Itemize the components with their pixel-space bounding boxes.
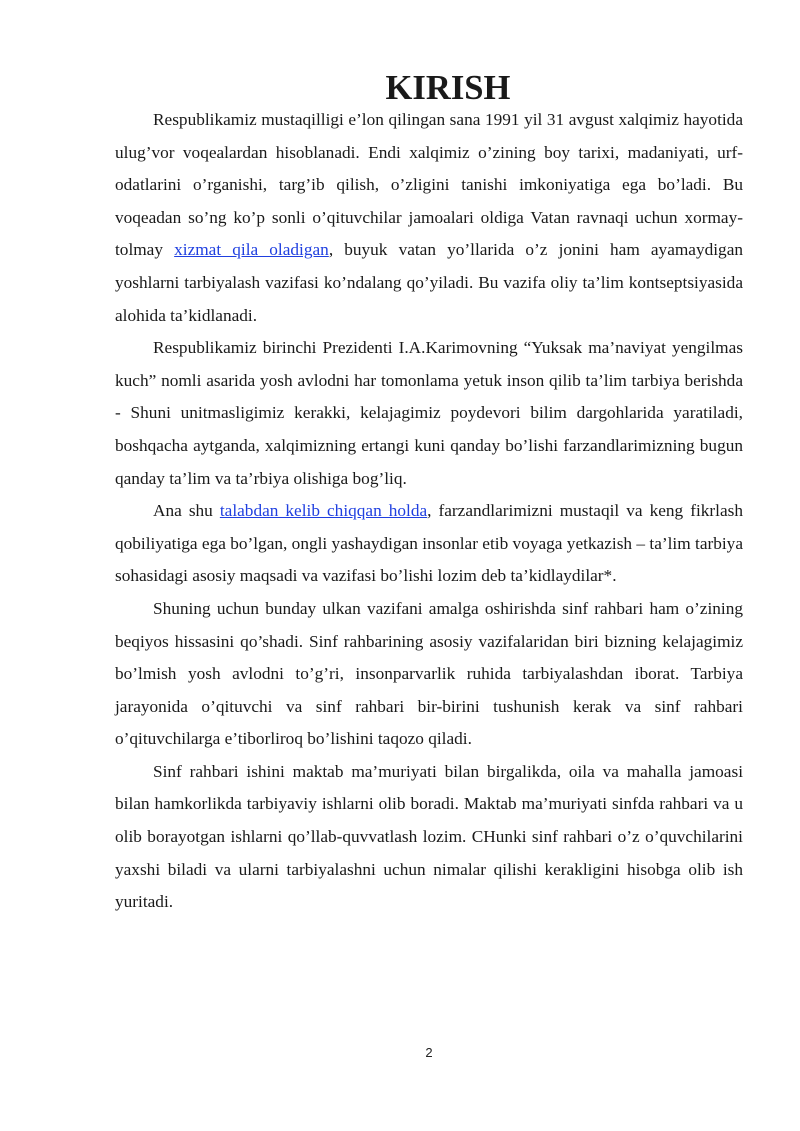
paragraph-1: [115, 104, 743, 332]
paragraph-1-text-after: , buyuk vatan yo’llarida o’z jonini ham ayamaydigan yoshlarni tarbiyalash vazifasi ko’ndalang qo’yiladi. Bu vazifa oliy ta’lim kontseptsiyasida alohida ta’kidlanadi.: [115, 240, 744, 325]
paragraph-3-text-before: Ana shu: [153, 501, 220, 521]
document-page: [115, 69, 744, 919]
page-number: 2: [425, 1045, 433, 1060]
section-heading: KIRISH: [385, 69, 511, 107]
link-talabdan-kelib-chiqqan-holda[interactable]: talabdan kelib chiqqan holda: [219, 501, 428, 521]
paragraph-1-text-before: Respublikamiz mustaqilligi e’lon qilingan sana 1991 yil 31 avgust xalqimiz hayotida ulug’vor voqealardan hisoblanadi. Endi xalqimiz o’zining boy tarixi, madaniyati, urf-odatlarini o’rganishi, targ’ib qilish, o’zligini tanishi imkoniyatiga ega bo’ladi. Bu voqeadan so’ng ko’p sonli o’qituvchilar jamoalari oldiga Vatan ravnaqi uchun xormay-tolmay: [115, 110, 743, 260]
paragraph-3-text-after: , farzandlarimizni mustaqil va keng fikrlash qobiliyatiga ega bo’lgan, ongli yashaydigan insonlar etib voyaga yetkazish – ta’lim tarbiya sohasidagi asosiy maqsadi va vazifasi bo’lishi lozim deb ta’kidlaydilar*.: [115, 501, 743, 586]
paragraph-4: Shuning uchun bunday ulkan vazifani amalga oshirishda sinf rahbari ham o’zining beqiyos hissasini qo’shadi. Sinf rahbarining asosiy vazifalaridan biri bizning kelajagimiz bo’lmish yosh avlodni to’g’ri, insonparvarlik ruhida tarbiyalashdan iborat. Tarbiya jarayonida o’qituvchi va sinf rahbari bir-birini tushunish kerak va sinf rahbari o’qituvchilarga e’tiborliroq bo’lishini taqozo qiladi.: [115, 598, 743, 749]
paragraph-3: [115, 495, 743, 593]
paragraph-5: Sinf rahbari ishini maktab ma’muriyati bilan birgalikda, oila va mahalla jamoasi bilan hamkorlikda tarbiyaviy ishlarni olib boradi. Maktab ma’muriyati sinfda rahbari va u olib borayotgan ishlarni qo’llab-quvvatlash lozim. CHunki sinf rahbari o’z o’quvchilarini yaxshi biladi va ularni tarbiyalashni uchun nimalar qilishi kerakligini hisobga olib ish yuritadi.: [115, 761, 743, 912]
link-xizmat-qila-oladigan[interactable]: xizmat qila oladigan: [174, 240, 329, 260]
paragraph-2: Respublikamiz birinchi Prezidenti I.A.Karimovning “Yuksak ma’naviyat yengilmas kuch” nomli asarida yosh avlodni har tomonlama yetuk inson qilib ta’lim tarbiya berishda - Shuni unitmasligimiz kerakki, kelajagimiz poydevori bilim dargohlarida yaratiladi, boshqacha aytganda, xalqimizning ertangi kuni qanday bo’lishi farzandlarimizning bugun qanday ta’lim va ta’rbiya olishiga bog’liq.: [115, 338, 743, 488]
